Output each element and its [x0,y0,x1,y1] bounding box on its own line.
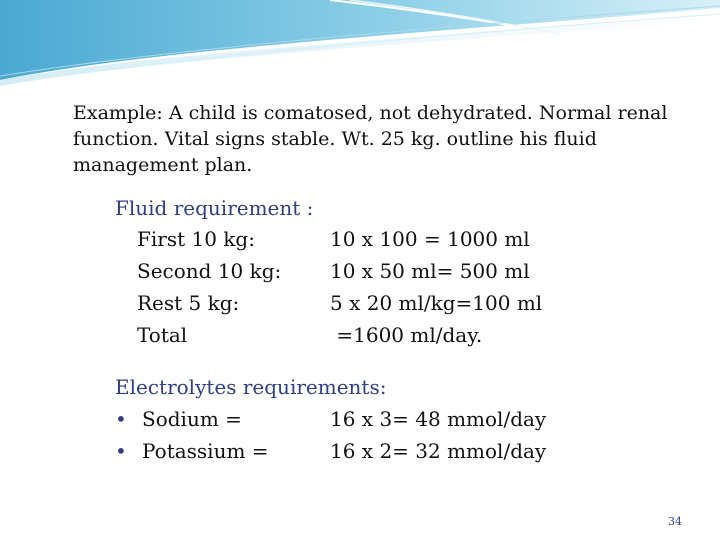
fluid-row-value-total: =1600 ml/day. [330,323,483,347]
fluid-row-label-1: First 10 kg: [137,227,255,251]
electrolytes-title: Electrolytes requirements: [115,375,387,399]
electrolyte-label-potassium: Potassium = [142,439,269,463]
bullet-icon: • [115,407,127,431]
header-swoosh-decoration [0,0,720,90]
page-number: 34 [668,515,682,528]
example-paragraph [73,100,673,178]
fluid-row-label-total: Total [137,323,188,347]
fluid-row-label-2: Second 10 kg: [137,259,282,283]
electrolyte-value-sodium: 16 x 3= 48 mmol/day [330,407,547,431]
fluid-row-value-3: 5 x 20 ml/kg=100 ml [330,291,543,315]
example-label: Example: [73,102,163,124]
example-text: A child is comatosed, not dehydrated. Normal renal function. Vital signs stable. Wt. 25 kg. outline his fluid management plan. [73,102,668,176]
fluid-row-value-1: 10 x 100 = 1000 ml [330,227,530,251]
electrolyte-value-potassium: 16 x 2= 32 mmol/day [330,439,547,463]
bullet-icon: • [115,439,127,463]
fluid-requirement-title: Fluid requirement : [115,196,314,220]
fluid-row-value-2: 10 x 50 ml= 500 ml [330,259,530,283]
electrolyte-label-sodium: Sodium = [142,407,242,431]
fluid-row-label-3: Rest 5 kg: [137,291,240,315]
